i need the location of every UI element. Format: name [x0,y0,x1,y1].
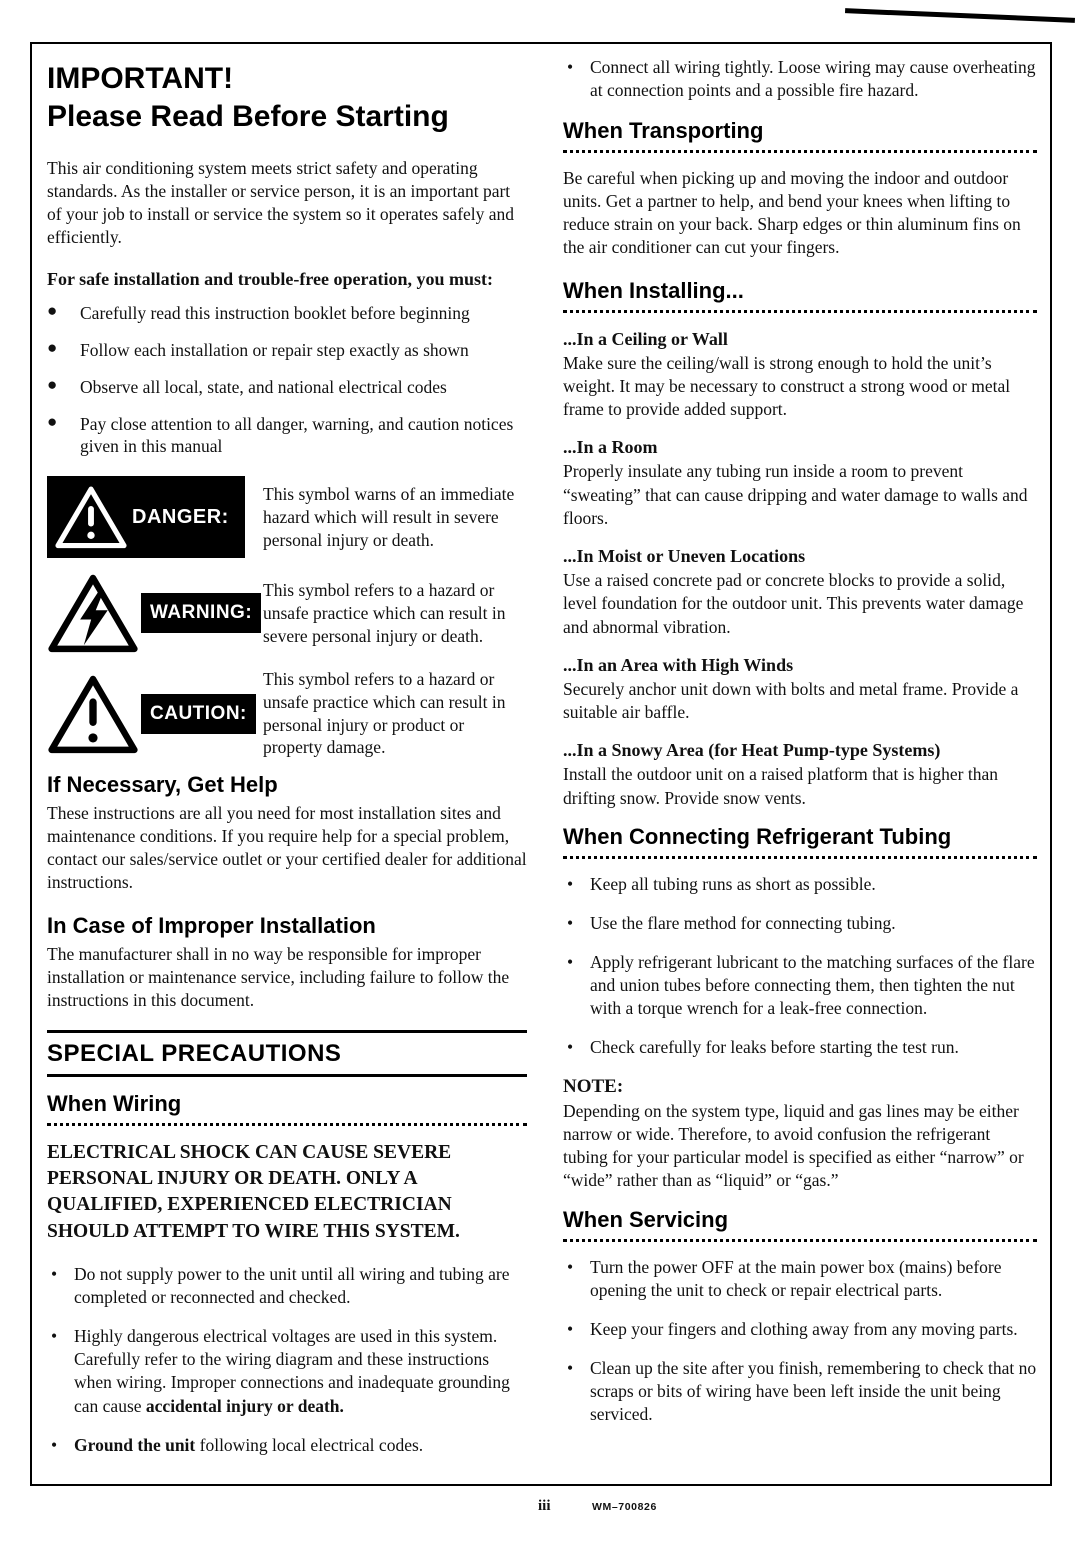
when-transporting-heading: When Transporting [563,118,1037,153]
hazard-symbol-row-danger [47,476,527,558]
bold-phrase: Ground the unit [74,1434,196,1455]
special-precautions-title: SPECIAL PRECAUTIONS [47,1039,342,1067]
symbol-description: This symbol refers to a hazard or unsafe practice which can result in severe personal injury or death. [263,580,506,646]
installing-sub-section [563,546,1037,639]
wiring-item: • Ground the unit following local electrical codes. [47,1434,527,1457]
improper-installation-heading: In Case of Improper Installation [47,912,376,938]
hazard-symbol-row-caution [47,668,527,759]
tubing-item: • Check carefully for leaks before starting the test run. [563,1036,1037,1059]
page-title-line1: IMPORTANT! [47,62,234,95]
page-number: iii [538,1498,551,1514]
wiring-continued-list [563,56,1037,102]
intro-paragraph: This air conditioning system meets strict safety and operating standards. As the installer or service person, it is an important part of your job to install or service the system so it operates safely and efficiently. [47,158,515,248]
servicing-list [563,1256,1037,1427]
caution-triangle-icon [47,672,139,756]
sub-paragraph: Make sure the ceiling/wall is strong enough to hold the unit’s weight. It may be necessary to construct a strong wood or metal frame to provide added support. [563,352,1011,420]
sub-heading-moist-uneven: ...In Moist or Uneven Locations [563,546,806,567]
sub-heading-ceiling-wall: ...In a Ceiling or Wall [563,328,728,349]
when-servicing-heading: When Servicing [563,1207,1037,1242]
note-label: NOTE: [563,1075,624,1097]
wiring-item: • Highly dangerous electrical voltages are used in this system. Carefully refer to the wiring diagram and these instructions when wiring. Improper connections and inadequate grounding can cause accidental injury or death. [47,1325,527,1417]
sub-paragraph: Properly insulate any tubing run inside a room to prevent “sweating” that can cause dripping and water damage to walls and floors. [563,461,1028,528]
page-border-frame [30,42,1052,1486]
wiring-item: • Do not supply power to the unit until all wiring and tubing are completed or reconnected and checked. [47,1263,527,1309]
electrical-shock-warning: ELECTRICAL SHOCK CAN CAUSE SEVERE PERSONAL INJURY OR DEATH. ONLY A QUALIFIED, EXPERIENCED ELECTRICIAN SHOULD ATTEMPT TO WIRE THIS SYSTEM. [47,1141,460,1242]
note-paragraph: Depending on the system type, liquid and gas lines may be either narrow or wide. Therefore, to avoid confusion the refrigerant tubing for your particular model is specified as either “narrow” or “wide” rather than as “liquid” or “gas.” [563,1100,1024,1191]
safe-operation-item: ● Follow each installation or repair step exactly as shown [47,339,527,362]
hazard-symbols [47,476,527,759]
warning-lightning-icon [47,571,139,655]
right-column [563,56,1037,1484]
when-connecting-tubing-heading: When Connecting Refrigerant Tubing [563,824,1037,859]
bold-phrase: accidental injury or death. [145,1395,344,1416]
caution-label: CAUTION: [141,694,256,734]
sub-paragraph: Install the outdoor unit on a raised platform that is higher than drifting snow. Provide snow vents. [563,764,998,808]
sub-heading-snowy-area: ...In a Snowy Area (for Heat Pump-type Systems) [563,740,941,761]
servicing-item: • Turn the power OFF at the main power box (mains) before opening the unit to check or repair electrical parts. [563,1256,1037,1302]
wiring-list [47,1263,527,1457]
safe-operation-list [47,302,527,458]
hazard-symbol-row-warning [47,571,527,655]
safe-operation-heading: For safe installation and trouble-free operation, you must: [47,269,493,290]
wiring-item: • Connect all wiring tightly. Loose wiring may cause overheating at connection points and a possible fire hazard. [563,56,1037,102]
sub-paragraph: Use a raised concrete pad or concrete blocks to provide a solid, level foundation for the outdoor unit. This prevents water damage and abnormal vibration. [563,570,1024,637]
sub-heading-high-winds: ...In an Area with High Winds [563,654,794,675]
document-code: WM–700826 [592,1501,657,1513]
transporting-paragraph: Be careful when picking up and moving the indoor and outdoor units. Get a partner to help, and bend your knees when lifting to reduce strain on your back. Sharp edges or thin aluminum fins on the air conditioner can cut your fingers. [563,168,1021,258]
installing-sub-section [563,655,1037,725]
safe-operation-item: ● Pay close attention to all danger, warning, and caution notices given in this manual [47,413,527,459]
left-column [47,56,527,1484]
servicing-item: • Clean up the site after you finish, remembering to check that no scraps or bits of wiring have been left inside the unit being serviced. [563,1357,1037,1426]
installing-sub-section [563,437,1037,530]
installing-sub-section [563,329,1037,422]
special-precautions-banner [47,1030,527,1077]
danger-triangle-icon [54,484,128,550]
tubing-list [563,873,1037,1060]
get-help-paragraph: These instructions are all you need for most installation sites and maintenance conditions. If you require help for a special problem, contact our sales/service outlet or your certified dealer for additional instructions. [47,803,527,893]
improper-installation-paragraph: The manufacturer shall in no way be responsible for improper installation or maintenance service, including failure to follow the instructions in this document. [47,943,510,1010]
sub-heading-room: ...In a Room [563,437,658,458]
servicing-item: • Keep your fingers and clothing away from any moving parts. [563,1318,1037,1341]
tubing-item: • Apply refrigerant lubricant to the matching surfaces of the flare and union tubes before connecting them, then tighten the nut with a torque wrench for a leak-free connection. [563,951,1037,1020]
when-installing-heading: When Installing... [563,278,1037,313]
page-title-line2: Please Read Before Starting [47,99,449,133]
tubing-item: • Keep all tubing runs as short as possible. [563,873,1037,896]
symbol-description: This symbol warns of an immediate hazard which will result in severe personal injury or death. [263,484,515,550]
warning-label: WARNING: [141,593,261,633]
danger-label: DANGER: [132,505,229,528]
scan-artifact-mark [845,8,1075,23]
when-wiring-heading: When Wiring [47,1091,527,1126]
symbol-description: This symbol refers to a hazard or unsafe practice which can result in personal injury or product or property damage. [263,669,506,758]
get-help-heading: If Necessary, Get Help [47,772,278,798]
tubing-item: • Use the flare method for connecting tubing. [563,912,1037,935]
safe-operation-item: ● Carefully read this instruction booklet before beginning [47,302,527,325]
sub-paragraph: Securely anchor unit down with bolts and metal frame. Provide a suitable air baffle. [563,678,1019,723]
installing-sub-section [563,740,1037,810]
safe-operation-item: ● Observe all local, state, and national electrical codes [47,376,527,399]
page-title [47,60,527,135]
danger-sign [47,476,245,558]
